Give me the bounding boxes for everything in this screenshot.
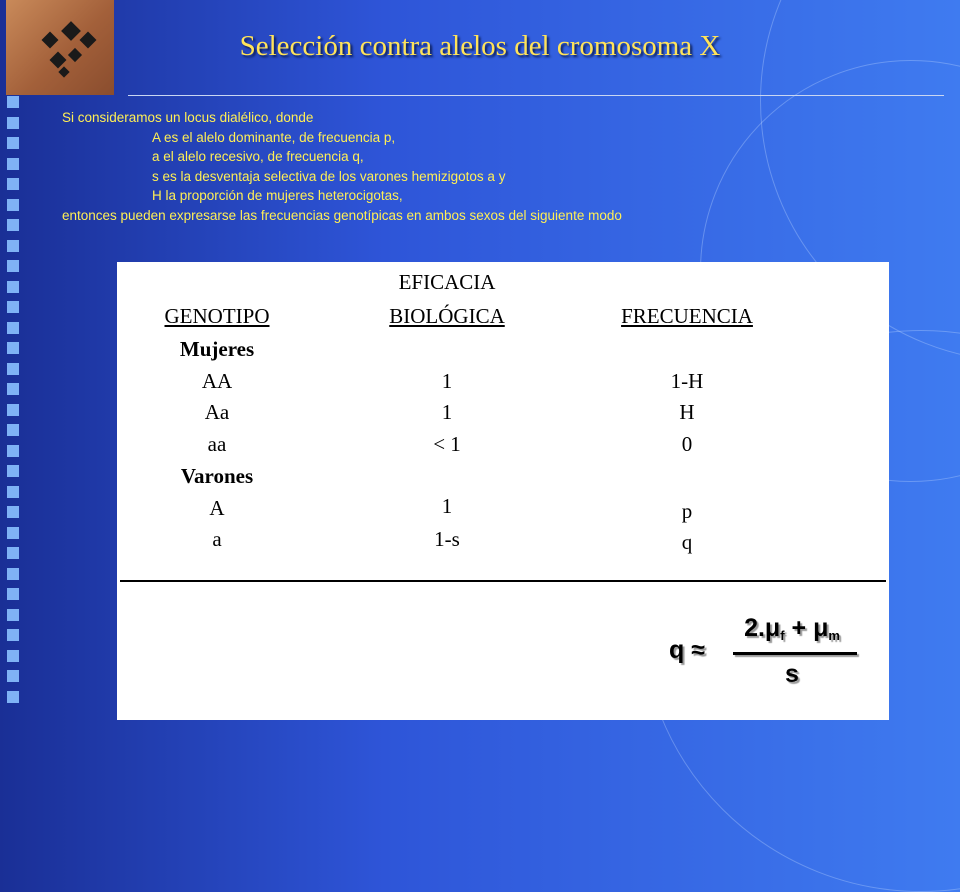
header-biologica: BIOLÓGICA [389, 304, 505, 328]
intro-line: H la proporción de mujeres heterocigotas, [152, 188, 403, 203]
table-bottom-rule [120, 580, 886, 582]
formula-numerator [727, 614, 857, 643]
genotype-cell: a [212, 527, 222, 551]
fitness-cell: 1 [441, 494, 453, 518]
formula-sub-m: m [828, 628, 840, 643]
intro-text [62, 108, 902, 225]
genotype-cell: Aa [204, 400, 230, 424]
fitness-cell: 1-s [434, 527, 460, 551]
formula-coef: 2. [744, 614, 765, 642]
intro-line: Si consideramos un locus dialélico, donde [62, 110, 314, 125]
fitness-cell: 1 [441, 369, 453, 393]
formula-plus: + [791, 614, 807, 642]
frequency-cell: q [681, 530, 693, 554]
genotype-cell: AA [201, 369, 233, 393]
group-label-varones: Varones [180, 464, 254, 488]
formula-q: q [669, 636, 685, 664]
header-eficacia: EFICACIA [398, 270, 496, 294]
left-decoration-bar [0, 86, 26, 720]
intro-line: A es el alelo dominante, de frecuencia p, [152, 129, 396, 145]
frequency-cell: 1-H [670, 369, 704, 393]
formula-sub-f: f [780, 628, 785, 643]
frequency-cell: p [681, 499, 693, 523]
genotype-cell: A [209, 496, 225, 520]
intro-line: s es la desventaja selectiva de los varones hemizigotos a y [152, 168, 506, 184]
frequency-cell: 0 [681, 432, 693, 456]
formula-denominator: s [785, 660, 799, 688]
fitness-cell: < 1 [433, 432, 461, 456]
frequency-cell: H [679, 400, 695, 424]
header-genotipo: GENOTIPO [164, 304, 270, 328]
title-divider [128, 95, 944, 96]
slide-title: Selección contra alelos del cromosoma X [239, 30, 721, 62]
formula-approx: ≈ [691, 636, 705, 664]
group-label-mujeres: Mujeres [179, 337, 255, 361]
intro-line: entonces pueden expresarse las frecuencias genotípicas en ambos sexos del siguiente modo [62, 207, 622, 223]
formula-lhs [669, 636, 705, 665]
approximation-formula [657, 610, 887, 700]
fitness-cell: 1 [441, 400, 453, 424]
fraction-bar [733, 652, 857, 655]
formula-mu: μ [813, 614, 829, 642]
header-frecuencia: FRECUENCIA [621, 304, 753, 328]
genotype-cell: aa [207, 432, 227, 456]
formula-mu: μ [764, 614, 781, 642]
intro-line: a el alelo recesivo, de frecuencia q, [152, 149, 364, 164]
genotype-table-panel [117, 262, 889, 720]
